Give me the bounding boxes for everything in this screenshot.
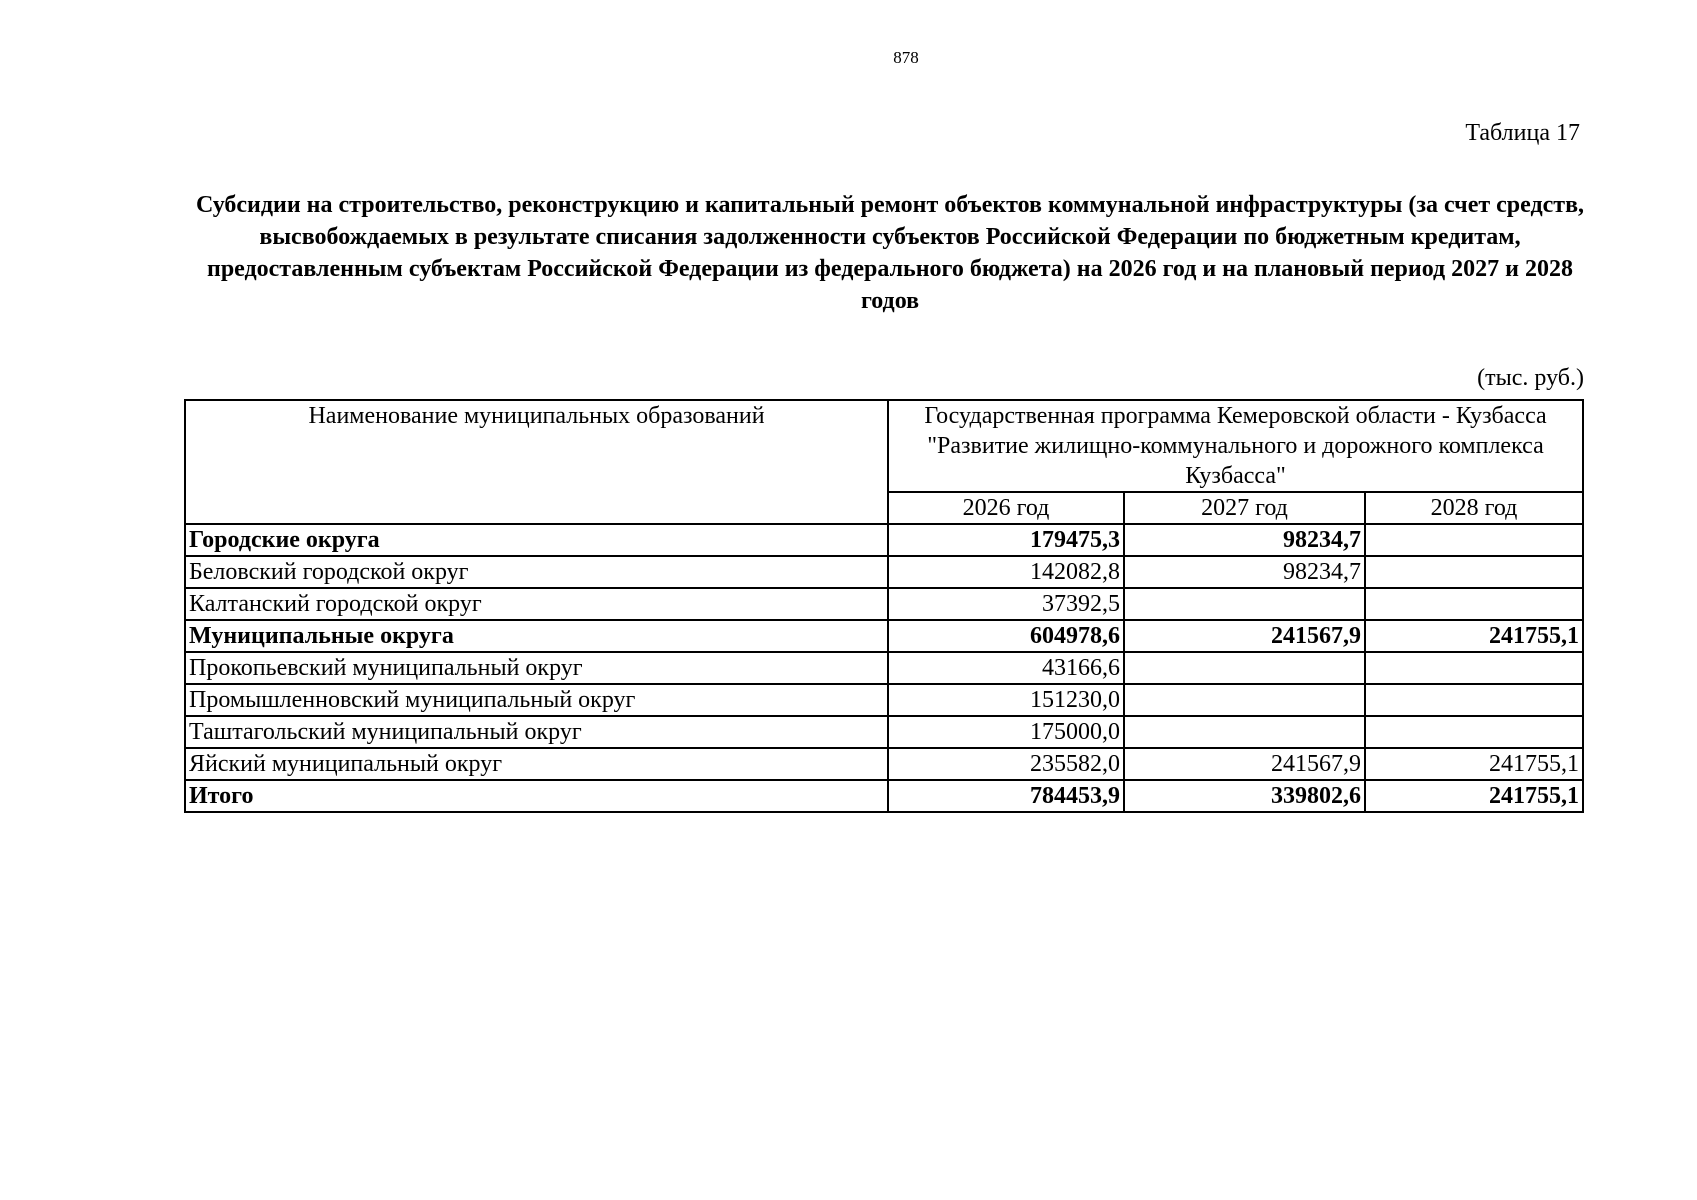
header-state-program: Государственная программа Кемеровской области - Кузбасса "Развитие жилищно-коммунального и дорожного комплекса Кузбасса" [888,400,1583,492]
row-value-2026: 175000,0 [888,716,1124,748]
row-value-2027: 339802,6 [1124,780,1365,812]
page-number: 878 [893,48,919,67]
row-value-2027: 98234,7 [1124,556,1365,588]
row-name-cell: Прокопьевский муниципальный округ [185,652,888,684]
row-name-cell: Городские округа [185,524,888,556]
row-value-2028: 241755,1 [1365,620,1583,652]
units-label: (тыс. руб.) [1477,365,1584,391]
header-year-2028: 2028 год [1365,492,1583,524]
row-value-2026: 151230,0 [888,684,1124,716]
row-name-cell: Промышленновский муниципальный округ [185,684,888,716]
row-value-2027 [1124,652,1365,684]
table-row [185,556,1583,588]
row-value-2027 [1124,716,1365,748]
subsidies-table [184,399,1584,813]
row-value-2026: 37392,5 [888,588,1124,620]
table-label: Таблица 17 [1465,120,1580,146]
table-body [185,524,1583,812]
table-row [185,716,1583,748]
row-value-2028 [1365,684,1583,716]
row-value-2028 [1365,556,1583,588]
row-value-2028 [1365,652,1583,684]
table-row [185,620,1583,652]
row-value-2026: 43166,6 [888,652,1124,684]
row-value-2027: 241567,9 [1124,748,1365,780]
header-year-2026: 2026 год [888,492,1124,524]
row-value-2028: 241755,1 [1365,780,1583,812]
row-value-2027: 241567,9 [1124,620,1365,652]
table-row [185,588,1583,620]
row-value-2026: 179475,3 [888,524,1124,556]
table-row [185,748,1583,780]
row-value-2027: 98234,7 [1124,524,1365,556]
row-name-cell: Беловский городской округ [185,556,888,588]
row-name-cell: Калтанский городской округ [185,588,888,620]
row-value-2027 [1124,588,1365,620]
row-value-2028: 241755,1 [1365,748,1583,780]
table-row [185,684,1583,716]
table-row [185,524,1583,556]
row-value-2028 [1365,524,1583,556]
row-name-cell: Итого [185,780,888,812]
header-municipality-name: Наименование муниципальных образований [185,400,888,524]
row-name-cell: Муниципальные округа [185,620,888,652]
row-value-2026: 604978,6 [888,620,1124,652]
table-row [185,652,1583,684]
table-header-row [185,400,1583,492]
row-value-2026: 235582,0 [888,748,1124,780]
row-value-2027 [1124,684,1365,716]
row-value-2028 [1365,716,1583,748]
table-row [185,780,1583,812]
header-year-2027: 2027 год [1124,492,1365,524]
row-value-2028 [1365,588,1583,620]
row-name-cell: Таштагольский муниципальный округ [185,716,888,748]
row-value-2026: 142082,8 [888,556,1124,588]
document-title: Субсидии на строительство, реконструкцию и капитальный ремонт объектов коммунальной инфраструктуры (за счет средств, высвобождаемых в результате списания задолженности субъектов Российской Федерации по бюджетным кредитам, предоставленным субъектам Российской Федерации из федерального бюджета) на 2026 год и на плановый период 2027 и 2028 годов [195,192,1585,314]
row-value-2026: 784453,9 [888,780,1124,812]
row-name-cell: Яйский муниципальный округ [185,748,888,780]
